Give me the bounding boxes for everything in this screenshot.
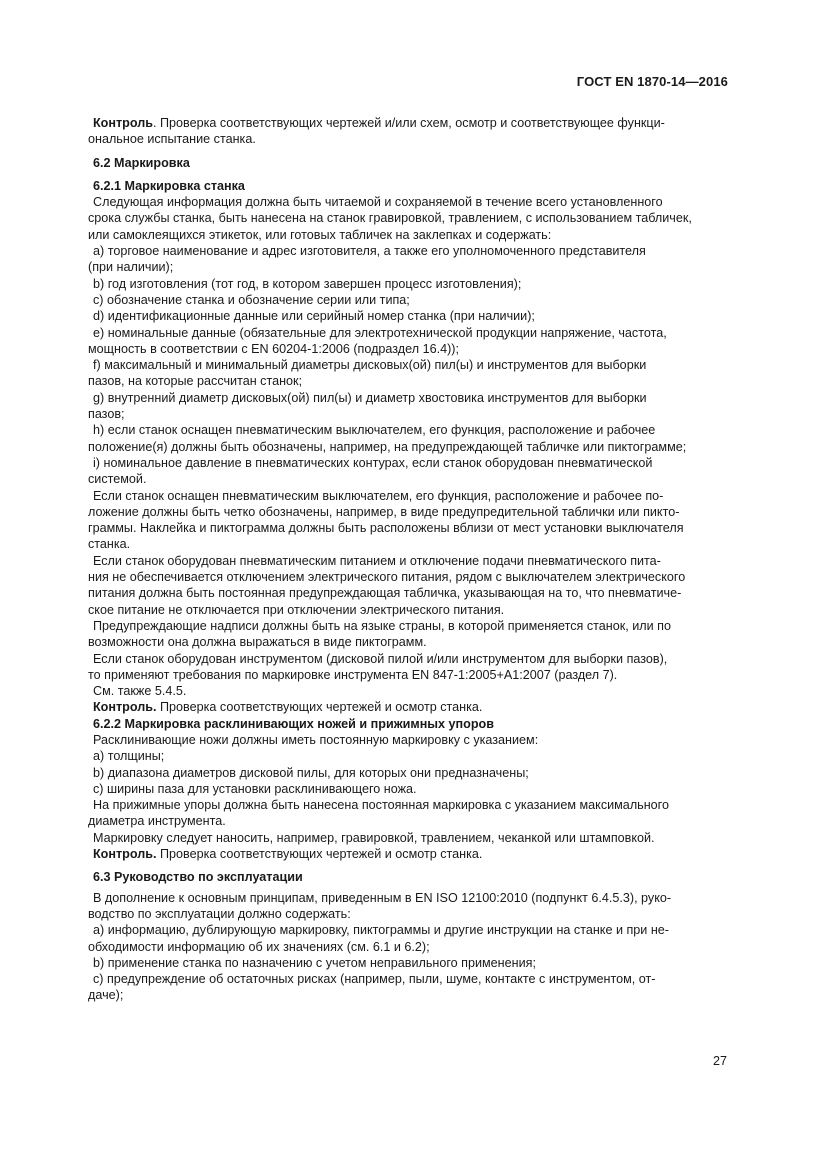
- paragraph: ложение должны быть четко обозначены, например, в виде предупредительной таблички или пикто-: [88, 504, 680, 519]
- control-paragraph: Контроль. Проверка соответствующих чертежей и осмотр станка.: [93, 700, 483, 715]
- list-item: пазов;: [88, 407, 125, 422]
- section-heading-6-2-1: 6.2.1 Маркировка станка: [93, 178, 245, 193]
- paragraph: Следующая информация должна быть читаемой и сохраняемой в течение всего установленного: [93, 195, 663, 210]
- section-heading-6-2: 6.2 Маркировка: [93, 155, 190, 170]
- paragraph: или самоклеящихся этикеток, или готовых табличек на заклепках и содержать:: [88, 227, 552, 242]
- list-item: i) номинальное давление в пневматических контурах, если станок оборудован пневматической: [93, 455, 653, 470]
- list-item: (при наличии);: [88, 260, 174, 275]
- list-item: c) предупреждение об остаточных рисках (например, пыли, шуме, контакте с инструментом, от-: [93, 972, 656, 987]
- paragraph: Расклинивающие ножи должны иметь постоянную маркировку с указанием:: [93, 732, 539, 747]
- section-heading-6-3: 6.3 Руководство по эксплуатации: [93, 870, 303, 885]
- page-number: 27: [712, 1054, 727, 1068]
- list-item: положение(я) должны быть обозначены, например, на предупреждающей табличке или пиктограмме;: [88, 439, 687, 454]
- control-paragraph: Контроль. Проверка соответствующих чертежей и осмотр станка.: [93, 847, 483, 862]
- paragraph: водство по эксплуатации должно содержать:: [88, 906, 351, 921]
- paragraph: граммы. Наклейка и пиктограмма должны быть расположены вблизи от мест установки выключателя: [88, 521, 684, 536]
- list-item: h) если станок оснащен пневматическим выключателем, его функция, расположение и рабочее: [93, 423, 656, 438]
- see-also: См. также 5.4.5.: [93, 684, 187, 699]
- control-label: Контроль.: [93, 847, 157, 862]
- paragraph: В дополнение к основным принципам, приведенным в EN ISO 12100:2010 (подпункт 6.4.5.3), руко-: [93, 890, 672, 905]
- paragraph: станка.: [88, 537, 131, 552]
- paragraph: Если станок оснащен пневматическим выключателем, его функция, расположение и рабочее по-: [93, 488, 664, 503]
- list-item: мощность в соответствии с EN 60204-1:2006 (подраздел 16.4));: [88, 341, 459, 356]
- paragraph: Предупреждающие надписи должны быть на языке страны, в которой применяется станок, или по: [93, 618, 672, 633]
- paragraph: Если станок оборудован инструментом (дисковой пилой и/или инструментом для выборки пазов),: [93, 651, 668, 666]
- list-item: даче);: [88, 988, 124, 1003]
- list-item: пазов, на которые рассчитан станок;: [88, 374, 303, 389]
- control-label: Контроль: [93, 116, 153, 130]
- list-item: d) идентификационные данные или серийный номер станка (при наличии);: [93, 309, 535, 324]
- list-item: a) информацию, дублирующую маркировку, пиктограммы и другие инструкции на станке и при не-: [93, 923, 669, 938]
- control-paragraph: Контроль. Проверка соответствующих чертежей и/или схем, осмотр и соответствующее функци-: [93, 116, 665, 130]
- control-paragraph-cont: ональное испытание станка.: [88, 132, 256, 147]
- list-item: b) диапазона диаметров дисковой пилы, для которых они предназначены;: [93, 765, 529, 780]
- list-item: b) год изготовления (тот год, в котором завершен процесс изготовления);: [93, 276, 522, 291]
- paragraph: ния не обеспечивается отключением электрического питания, рядом с выключателем электрического: [88, 570, 686, 585]
- page-content: [88, 115, 729, 1004]
- paragraph: срока службы станка, быть нанесена на станок гравировкой, травлением, с использованием табличек,: [88, 211, 692, 226]
- list-item: a) толщины;: [93, 749, 165, 764]
- list-item: f) максимальный и минимальный диаметры дисковых(ой) пил(ы) и инструментов для выборки: [93, 358, 647, 373]
- list-item: системой.: [88, 472, 147, 487]
- list-item: b) применение станка по назначению с учетом неправильного применения;: [93, 955, 536, 970]
- paragraph: диаметра инструмента.: [88, 814, 226, 829]
- list-item: g) внутренний диаметр дисковых(ой) пил(ы) и диаметр хвостовика инструментов для выборки: [93, 390, 647, 405]
- list-item: a) торговое наименование и адрес изготовителя, а также его уполномоченного представителя: [93, 244, 646, 259]
- document-code: ГОСТ EN 1870-14—2016: [576, 74, 728, 89]
- paragraph: Если станок оборудован пневматическим питанием и отключение подачи пневматического пита-: [93, 553, 661, 568]
- paragraph: Маркировку следует наносить, например, гравировкой, травлением, чеканкой или штамповкой.: [93, 830, 655, 845]
- list-item: e) номинальные данные (обязательные для электротехнической продукции напряжение, частота,: [93, 325, 667, 340]
- list-item: c) ширины паза для установки расклинивающего ножа.: [93, 781, 417, 796]
- paragraph: На прижимные упоры должна быть нанесена постоянная маркировка с указанием максимального: [93, 798, 670, 813]
- list-item: c) обозначение станка и обозначение серии или типа;: [93, 292, 410, 307]
- paragraph: возможности она должна выражаться в виде пиктограмм.: [88, 635, 427, 650]
- list-item: обходимости информацию об их значениях (см. 6.1 и 6.2);: [88, 939, 430, 954]
- paragraph: питания должна быть постоянная предупреждающая табличка, указывающая на то, что пневматиче-: [88, 586, 682, 601]
- paragraph: то применяют требования по маркировке инструмента EN 847-1:2005+A1:2007 (раздел 7).: [88, 667, 618, 682]
- section-heading-6-2-2: 6.2.2 Маркировка расклинивающих ножей и прижимных упоров: [93, 716, 494, 731]
- paragraph: ское питание не отключается при отключении электрического питания.: [88, 602, 505, 617]
- control-label: Контроль.: [93, 700, 157, 715]
